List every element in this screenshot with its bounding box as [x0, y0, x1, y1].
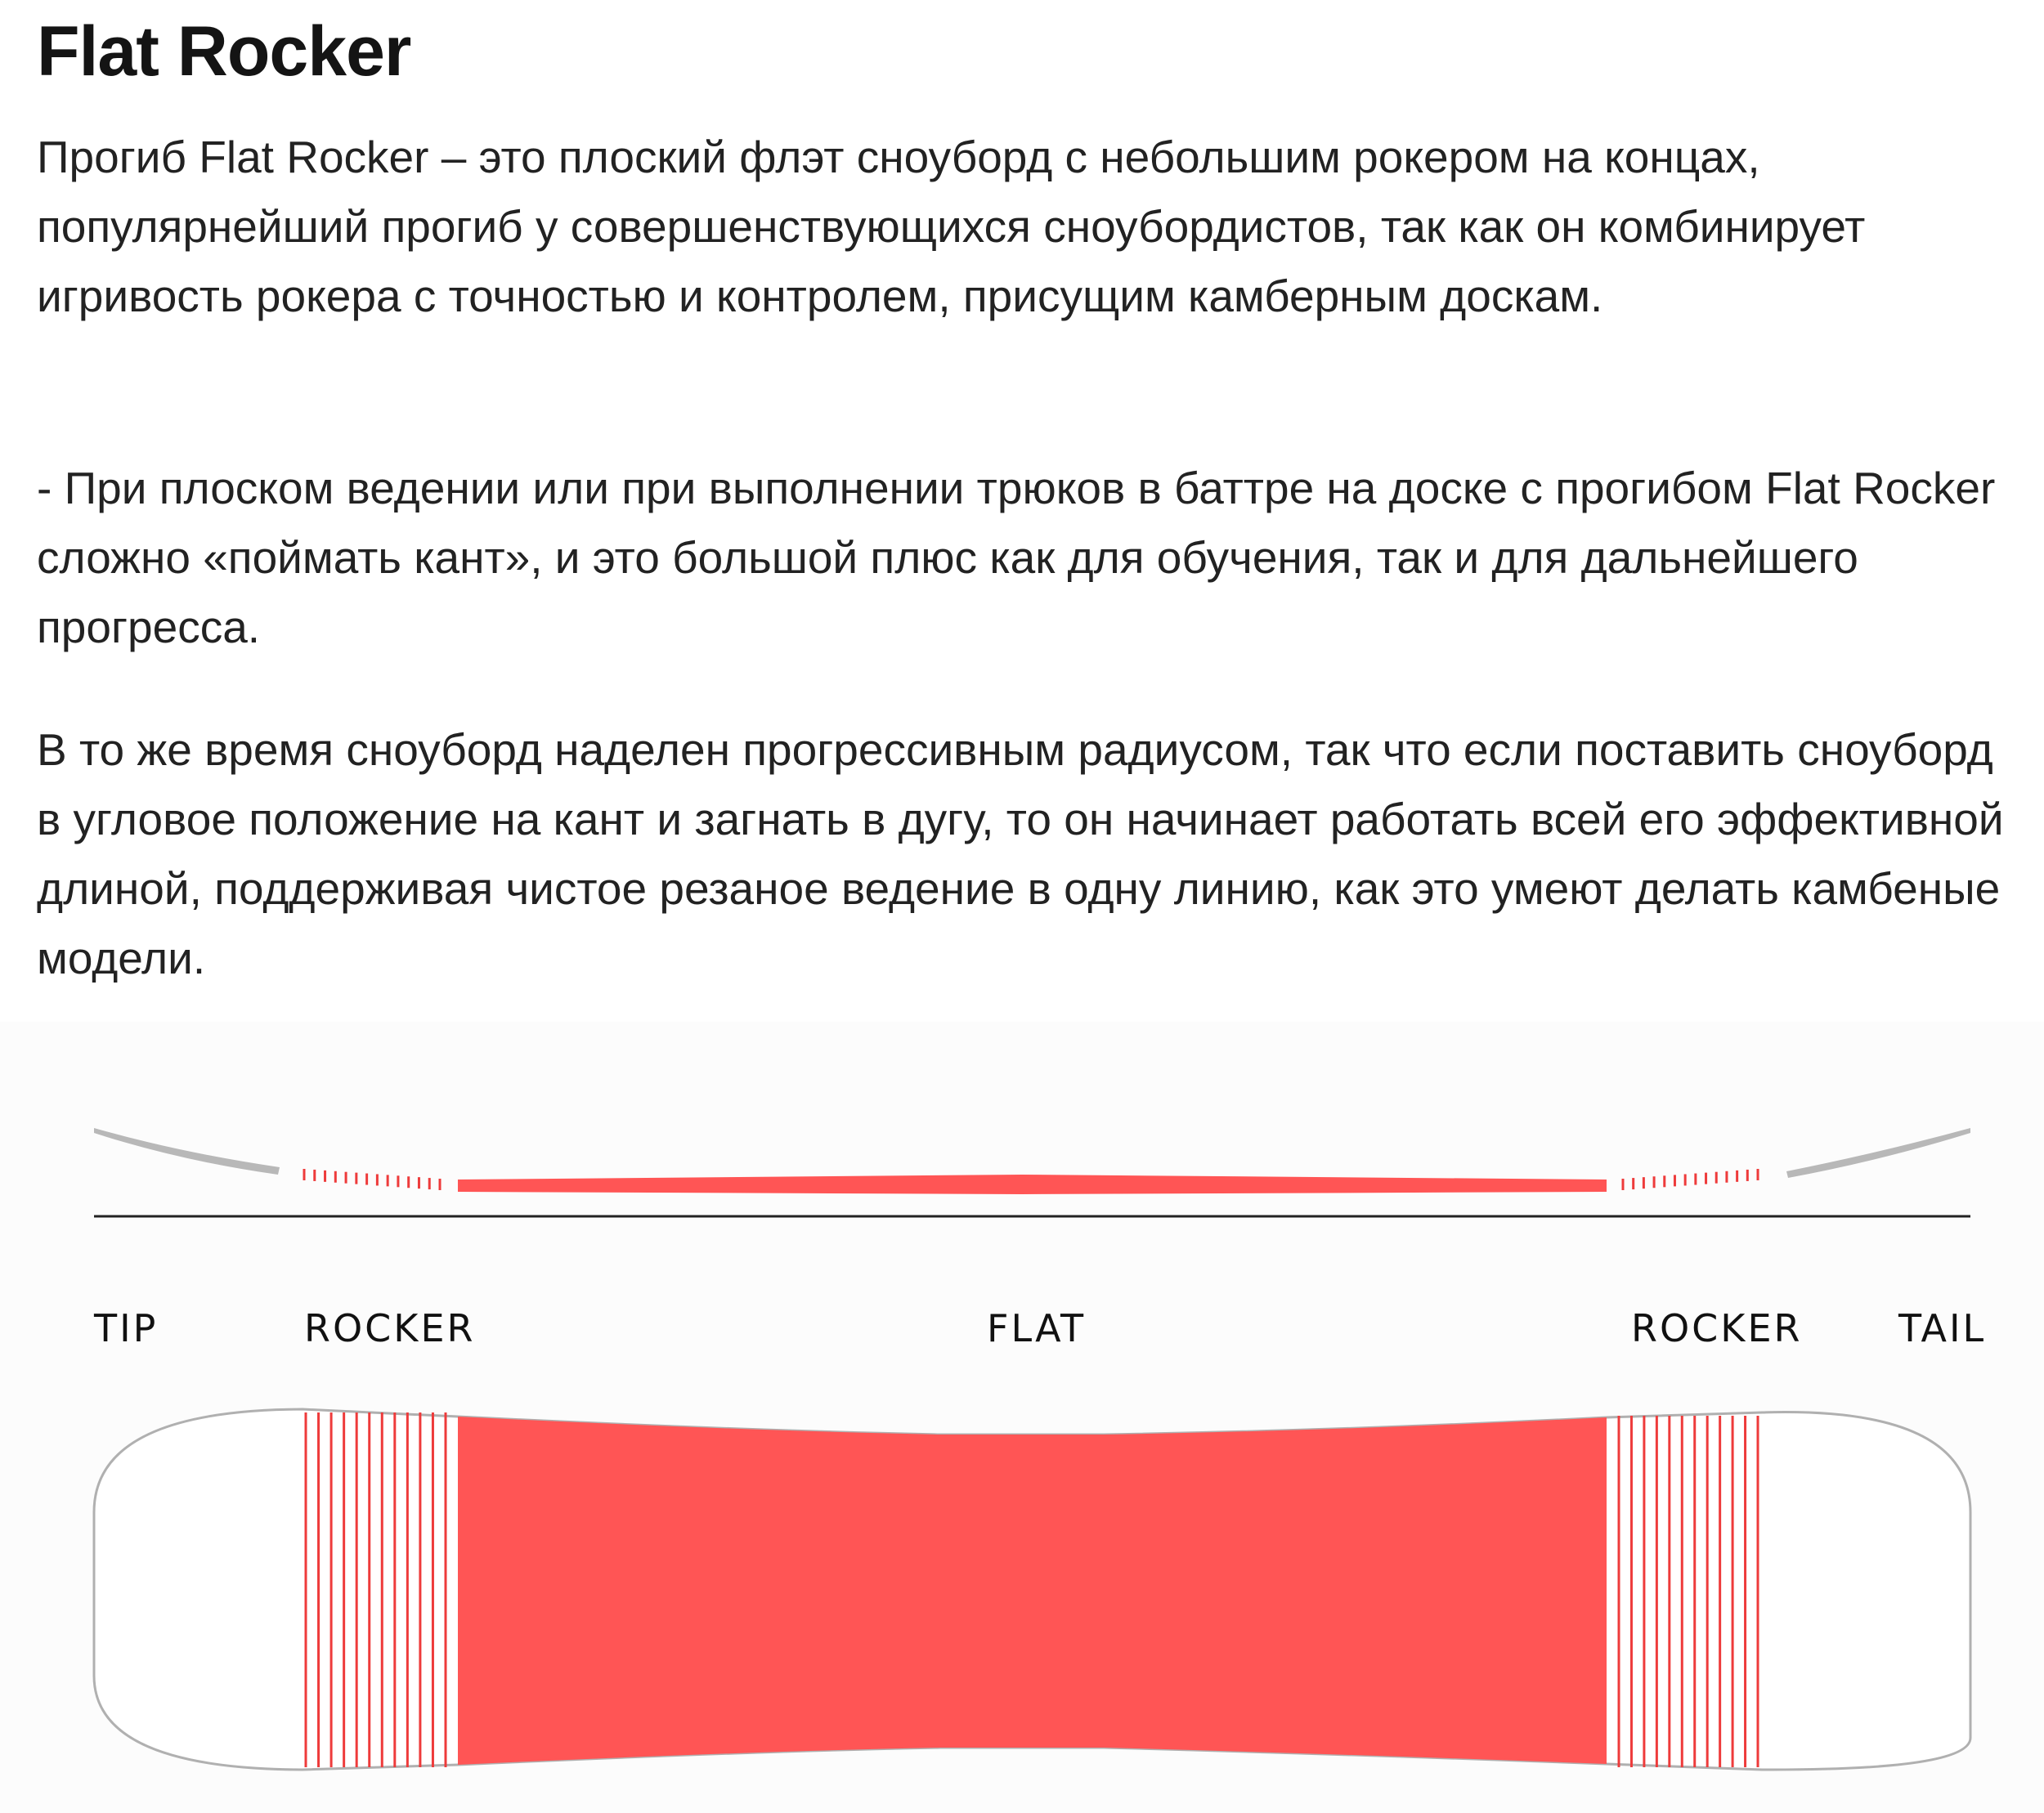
diagram-canvas [0, 1022, 2044, 1813]
label-rocker-left: ROCKER [304, 1306, 476, 1350]
paragraph-progressive-radius: В то же время сноуборд наделен прогрессивным радиусом, так что если поставить сноуборд в угловое положение на кант и загнать в дугу, то он начинает работать всей его эффективной длиной, поддерживая чистое резаное ведение в одну линию, как это умеют делать камбеные модели. [37, 724, 2004, 983]
page-title: Flat Rocker [37, 12, 411, 91]
flat-zone-profile [458, 1175, 1607, 1194]
side-profile [94, 1128, 1970, 1216]
label-flat: FLAT [987, 1306, 1087, 1350]
label-tail: TAIL [1898, 1306, 1987, 1350]
flat-rocker-diagram [0, 1022, 2044, 1813]
label-rocker-right: ROCKER [1631, 1306, 1803, 1350]
rocker-left-profile-stripes [304, 1169, 440, 1190]
board-top-view [94, 1409, 1970, 1770]
tail-profile-curve [1786, 1128, 1970, 1178]
paragraph-intro: Прогиб Flat Rocker – это плоский флэт сноуборд с небольшим рокером на концах, популярнейший прогиб у совершенствующихся сноубордистов, так как он комбинирует игривость рокера с точностью и контролем, присущим камберным доскам. [37, 132, 1866, 321]
label-tip: TIP [94, 1306, 159, 1350]
flat-zone-top [458, 1417, 1607, 1765]
rocker-right-profile-stripes [1623, 1169, 1758, 1190]
tip-profile-curve [94, 1128, 280, 1175]
paragraph-catch-edge: - При плоском ведении или при выполнении трюков в баттре на доске с прогибом Flat Rocker сложно «поймать кант», и это большой плюс как для обучения, так и для дальнейшего прогресса. [37, 463, 1996, 652]
